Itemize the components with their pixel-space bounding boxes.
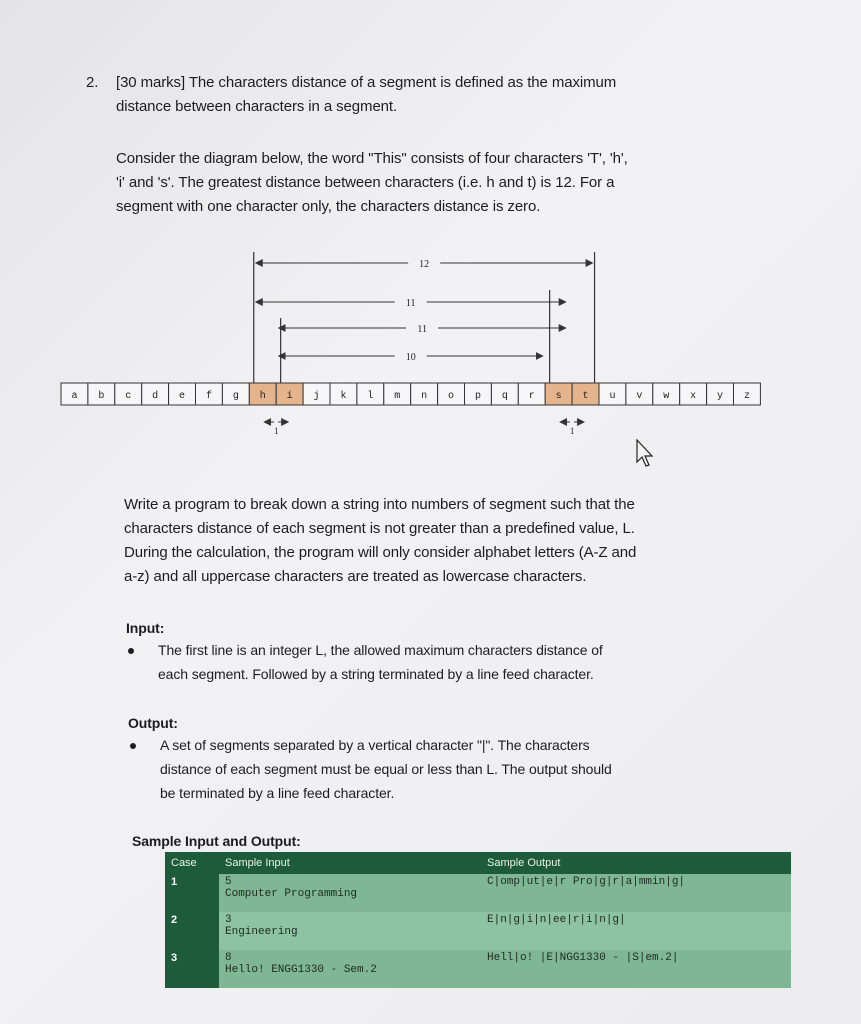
letter-label: x	[690, 391, 697, 402]
letter-label: b	[98, 391, 105, 402]
question-text-line-1: [30 marks] The characters distance of a segment is defined as the maximum	[116, 74, 617, 91]
sample-table	[165, 852, 791, 988]
character-distance-diagram	[0, 0, 861, 480]
table-row	[165, 912, 791, 950]
letter-cell	[88, 383, 115, 405]
letter-cell	[169, 383, 196, 405]
letter-label: k	[340, 391, 347, 402]
output-string: Hell|o! |E|NGG1330 - |S|em.2|	[487, 952, 679, 964]
input-string: Engineering	[225, 926, 298, 938]
distance-label: 12	[419, 259, 430, 270]
letter-label: l	[367, 391, 374, 402]
letter-cell	[653, 383, 680, 405]
letter-cell	[411, 383, 438, 405]
header-sample-output: Sample Output	[481, 852, 791, 874]
letter-label: s	[555, 391, 562, 402]
table-row	[165, 874, 791, 912]
letter-label: z	[743, 391, 750, 402]
gap-label: 1	[273, 426, 279, 436]
input-line-1: The first line is an integer L, the allowed maximum characters distance of	[158, 642, 603, 658]
letter-cell	[491, 383, 518, 405]
input-limit: 3	[225, 914, 232, 926]
gap-label: 1	[569, 426, 575, 436]
consider-line-2: 'i' and 's'. The greatest distance between characters (i.e. h and t) is 12. For a	[116, 174, 615, 191]
write-line-4: a-z) and all uppercase characters are treated as lowercase characters.	[124, 568, 587, 585]
distance-label: 11	[405, 298, 416, 309]
output-line-3: be terminated by a line feed character.	[160, 785, 395, 801]
output-line-2: distance of each segment must be equal or less than L. The output should	[160, 761, 612, 777]
table-header-row	[165, 852, 791, 874]
output-cell	[481, 874, 791, 912]
letter-cell	[115, 383, 142, 405]
output-cell	[481, 912, 791, 950]
letter-cell	[734, 383, 761, 405]
letter-cell	[303, 383, 330, 405]
letter-label: f	[205, 391, 212, 402]
output-heading: Output:	[128, 715, 178, 731]
input-string: Hello! ENGG1330 - Sem.2	[225, 964, 377, 976]
distance-label: 11	[417, 324, 427, 335]
letter-cell	[599, 383, 626, 405]
letter-label: h	[259, 391, 266, 402]
letter-label: w	[663, 391, 670, 402]
letter-label: u	[609, 391, 616, 402]
table-row	[165, 950, 791, 988]
input-string: Computer Programming	[225, 888, 358, 900]
output-cell	[481, 950, 791, 988]
input-cell	[219, 912, 481, 950]
letter-label: o	[448, 391, 455, 402]
letter-label: j	[313, 391, 320, 402]
distance-label: 10	[405, 352, 416, 363]
input-line-2: each segment. Followed by a string terminated by a line feed character.	[158, 666, 594, 682]
cursor-icon	[637, 440, 652, 466]
letter-label: r	[528, 391, 535, 402]
letter-cell	[626, 383, 653, 405]
output-string: C|omp|ut|e|r Pro|g|r|a|mmin|g|	[487, 876, 686, 888]
letter-cell	[518, 383, 545, 405]
letter-cell	[357, 383, 384, 405]
letter-cell	[142, 383, 169, 405]
case-cell: 1	[165, 874, 219, 912]
letter-label: q	[501, 391, 508, 402]
input-limit: 8	[225, 952, 232, 964]
letter-cell	[680, 383, 707, 405]
letter-cell	[330, 383, 357, 405]
letter-cell	[61, 383, 88, 405]
input-cell	[219, 874, 481, 912]
write-line-2: characters distance of each segment is not greater than a predefined value, L.	[124, 520, 635, 537]
input-limit: 5	[225, 876, 232, 888]
case-cell: 2	[165, 912, 219, 950]
letter-label: y	[717, 391, 724, 402]
letter-cell	[545, 383, 572, 405]
header-case: Case	[165, 852, 219, 874]
output-line-1: A set of segments separated by a vertical character "|". The characters	[160, 737, 590, 753]
letter-label: t	[582, 391, 589, 402]
letter-label: d	[152, 391, 159, 402]
output-string: E|n|g|i|n|ee|r|i|n|g|	[487, 914, 626, 926]
letter-cell	[384, 383, 411, 405]
case-cell: 3	[165, 950, 219, 988]
letter-label: n	[421, 391, 428, 402]
input-heading: Input:	[126, 620, 165, 636]
letter-label: i	[286, 391, 293, 402]
bullet-icon	[130, 743, 136, 749]
letter-label: e	[179, 391, 186, 402]
letter-cell	[707, 383, 734, 405]
letter-label: a	[71, 391, 78, 402]
consider-line-3: segment with one character only, the characters distance is zero.	[116, 198, 541, 215]
letter-label: g	[232, 391, 239, 402]
letter-label: c	[125, 391, 132, 402]
write-line-1: Write a program to break down a string into numbers of segment such that the	[124, 496, 635, 513]
letter-cell	[196, 383, 223, 405]
letter-label: v	[636, 391, 643, 402]
bullet-icon	[128, 648, 134, 654]
letter-cell	[222, 383, 249, 405]
input-cell	[219, 950, 481, 988]
question-number: 2.	[86, 74, 99, 91]
question-text-line-2: distance between characters in a segment.	[116, 98, 398, 115]
letter-label: p	[474, 391, 481, 402]
letter-label: m	[394, 391, 401, 402]
letter-cell	[572, 383, 599, 405]
letter-cell	[438, 383, 465, 405]
letter-cell	[465, 383, 492, 405]
letter-cell	[276, 383, 303, 405]
write-line-3: During the calculation, the program will only consider alphabet letters (A-Z and	[124, 544, 637, 561]
header-sample-input: Sample Input	[219, 852, 481, 874]
sample-heading: Sample Input and Output:	[132, 833, 301, 849]
consider-line-1: Consider the diagram below, the word "This" consists of four characters 'T', 'h',	[116, 150, 628, 167]
letter-cell	[249, 383, 276, 405]
